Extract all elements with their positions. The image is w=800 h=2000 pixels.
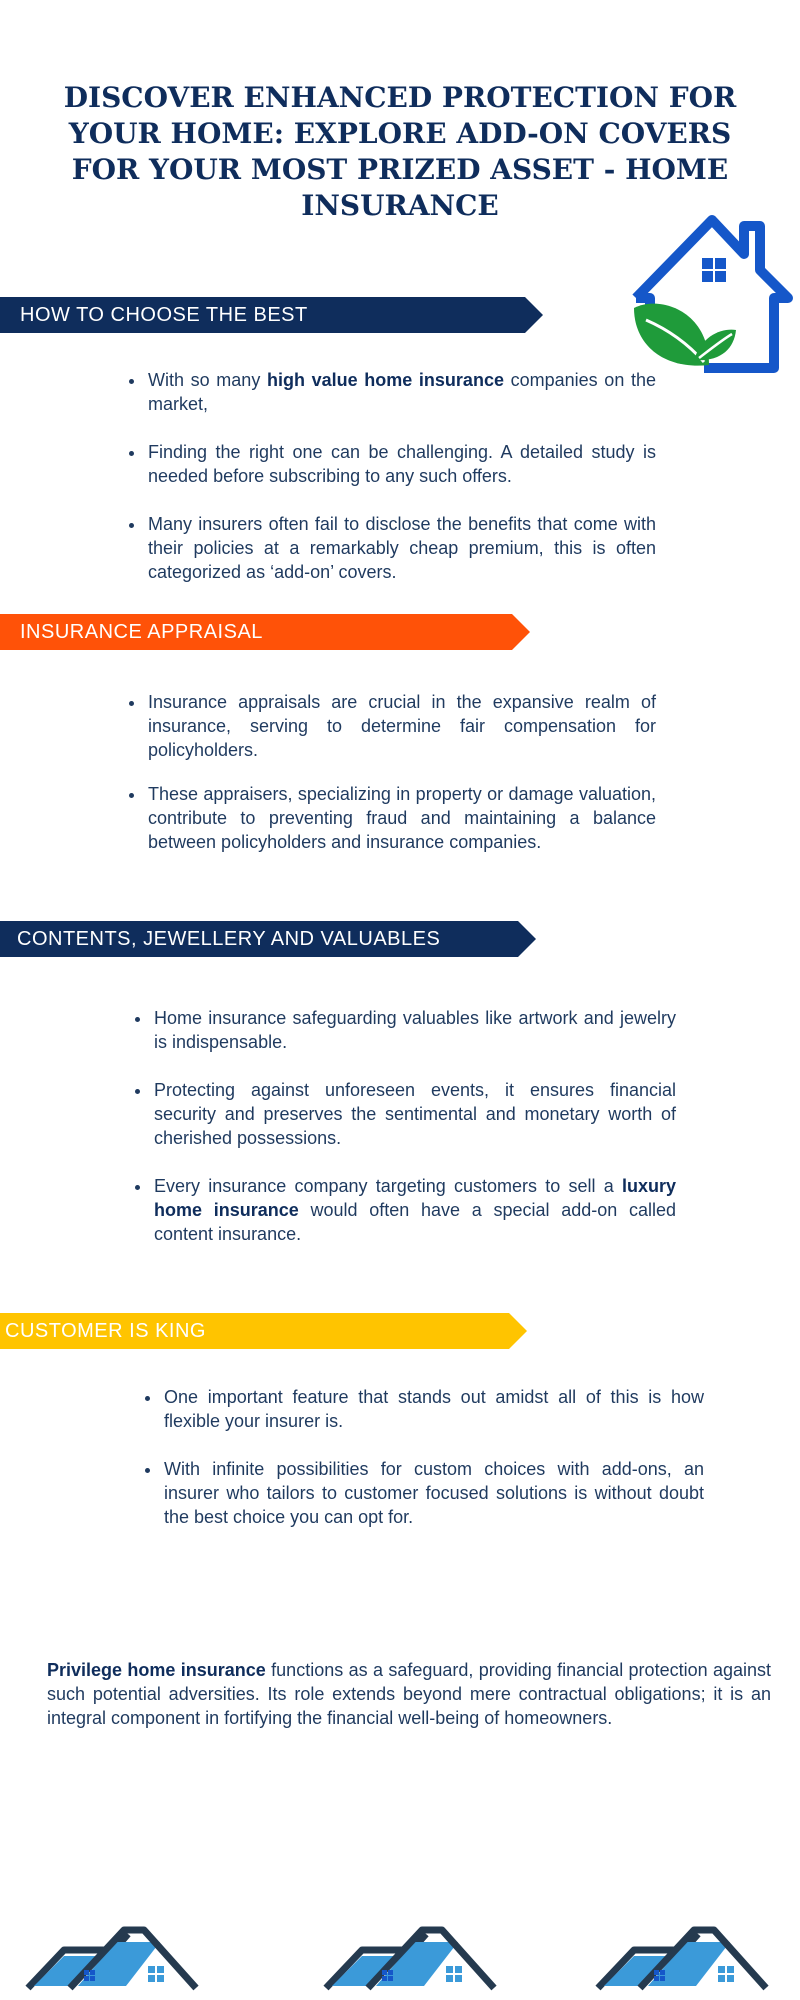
section-banner-contents-jewellery bbox=[0, 921, 536, 957]
bullet-list-customer-is-king bbox=[144, 1385, 704, 1529]
page-title: DISCOVER ENHANCED PROTECTION FOR YOUR HOME: EXPLORE ADD-ON COVERS FOR YOUR MOST PRIZED ASSET - HOME INSURANCE bbox=[63, 81, 737, 222]
section-banner-insurance-appraisal bbox=[0, 614, 530, 650]
bullet-list-contents-jewellery bbox=[134, 1006, 676, 1246]
house-leaf-icon bbox=[624, 210, 800, 375]
section-banner-how-to-choose bbox=[0, 297, 543, 333]
roof-icon bbox=[318, 1920, 498, 1992]
banner-label: INSURANCE APPRAISAL bbox=[0, 614, 512, 650]
list-item: • Home insurance safeguarding valuables like artwork and jewelry is indispensable. bbox=[152, 1006, 676, 1054]
bullet-list-insurance-appraisal bbox=[128, 690, 656, 854]
list-item: • Insurance appraisals are crucial in the expansive realm of insurance, serving to determine fair compensation for policyholders. bbox=[146, 690, 656, 762]
list-item: • Finding the right one can be challenging. A detailed study is needed before subscribing to any such offers. bbox=[146, 440, 656, 488]
bullet-list-how-to-choose bbox=[128, 368, 656, 584]
list-item: • With infinite possibilities for custom choices with add-ons, an insurer who tailors to customer focused solutions is without doubt the best choice you can opt for. bbox=[162, 1457, 704, 1529]
banner-label: HOW TO CHOOSE THE BEST bbox=[0, 297, 525, 333]
list-item: • Every insurance company targeting customers to sell a luxury home insurance would often have a special add-on called content insurance. bbox=[152, 1174, 676, 1246]
banner-label: CONTENTS, JEWELLERY AND VALUABLES bbox=[0, 921, 518, 957]
list-item: • These appraisers, specializing in property or damage valuation, contribute to preventing fraud and maintaining a balance between policyholders and insurance companies. bbox=[146, 782, 656, 854]
banner-label: CUSTOMER IS KING bbox=[0, 1313, 509, 1349]
list-item: • One important feature that stands out amidst all of this is how flexible your insurer is. bbox=[162, 1385, 704, 1433]
list-item: • Protecting against unforeseen events, it ensures financial security and preserves the sentimental and monetary worth of cherished possessions. bbox=[152, 1078, 676, 1150]
list-item: • With so many high value home insurance companies on the market, bbox=[146, 368, 656, 416]
roof-icon bbox=[20, 1920, 200, 1992]
roof-icon bbox=[590, 1920, 770, 1992]
section-banner-customer-is-king bbox=[0, 1313, 527, 1349]
list-item: • Many insurers often fail to disclose the benefits that come with their policies at a remarkably cheap premium, this is often categorized as ‘add-on’ covers. bbox=[146, 512, 656, 584]
closing-paragraph: Privilege home insurance functions as a safeguard, providing financial protection against such potential adversities. Its role extends beyond mere contractual obligations; it is an integral component in fortifying the financial well-being of homeowners. bbox=[47, 1660, 771, 1728]
